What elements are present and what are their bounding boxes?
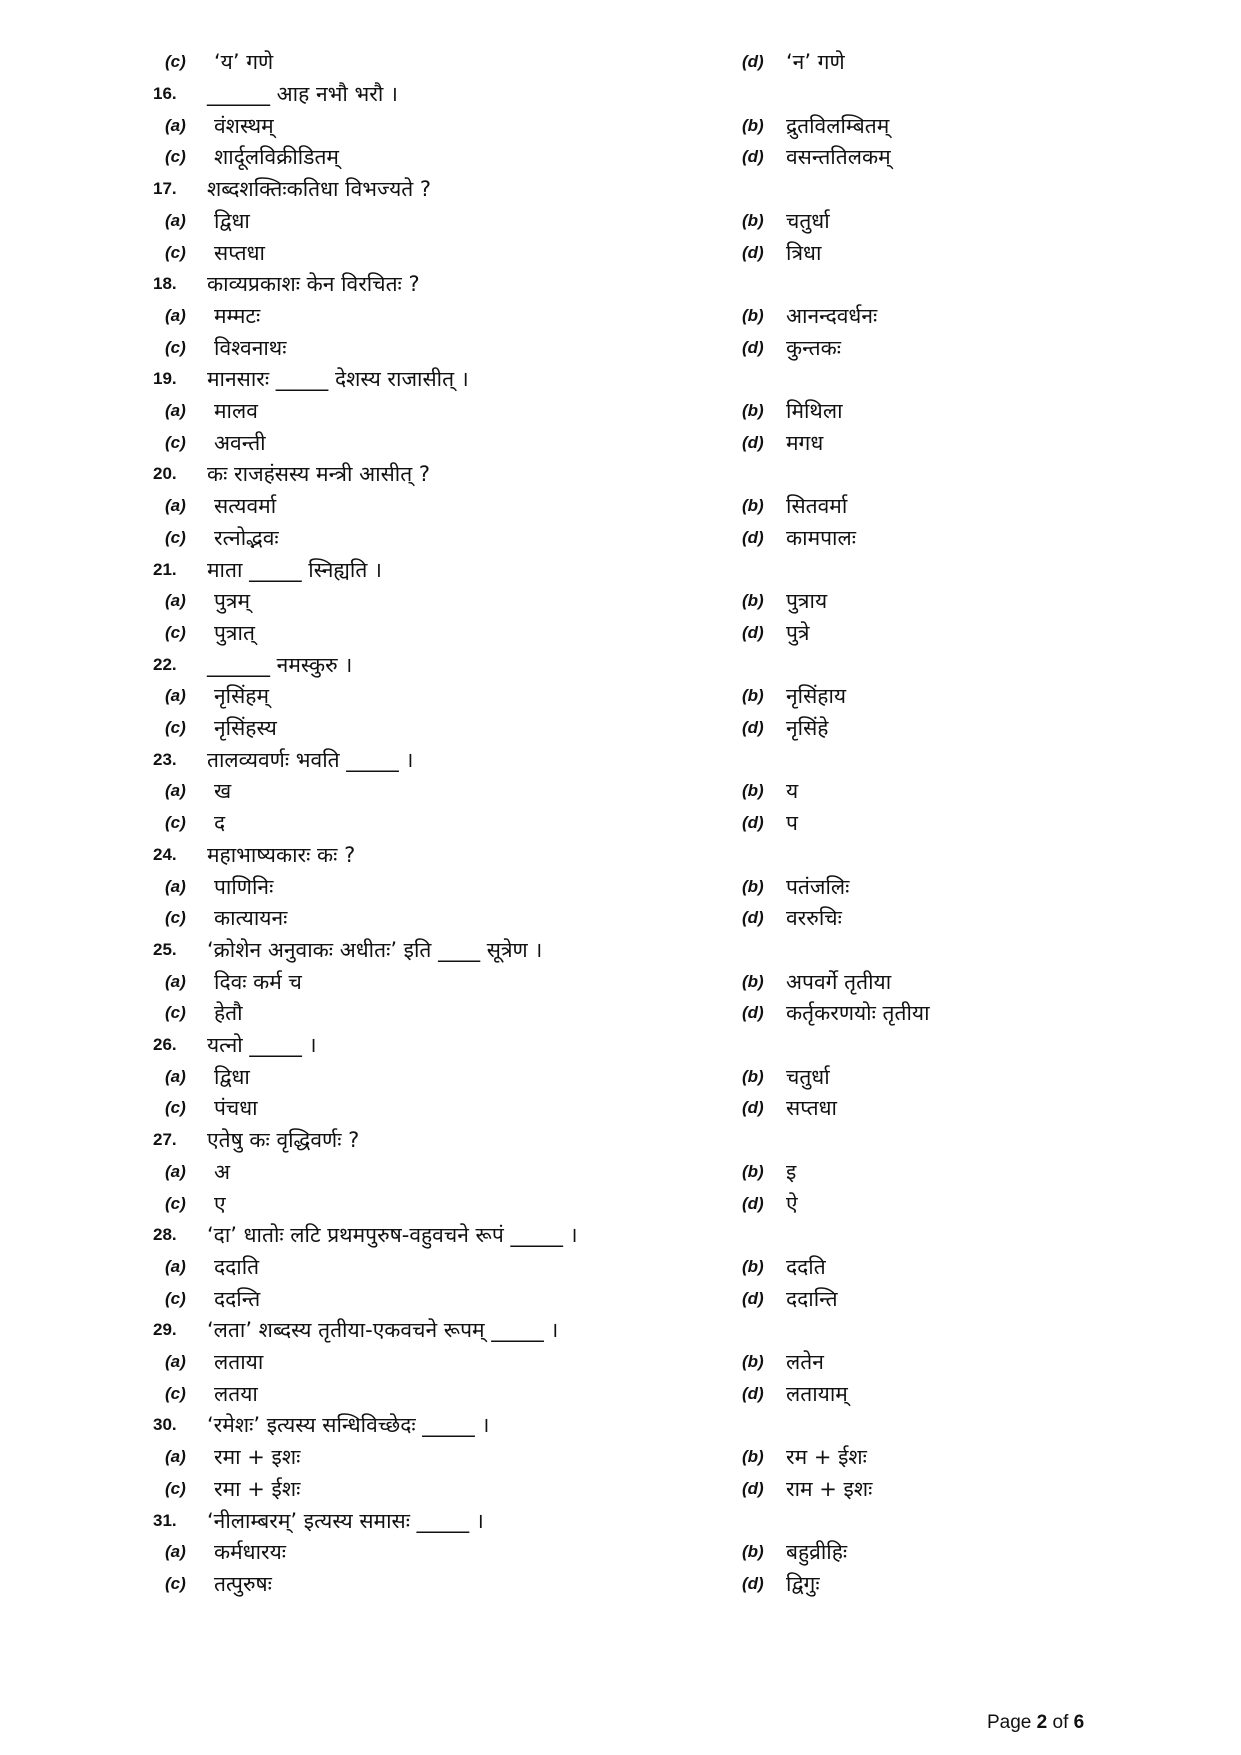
question-text: ‘लता’ शब्दस्य तृतीया-एकवचने रूपम् _____ । bbox=[207, 1318, 559, 1342]
option-d-label: (d) bbox=[742, 1574, 764, 1593]
question-row bbox=[0, 554, 1241, 586]
option-row bbox=[0, 110, 1241, 142]
option-c-text: शार्दूलविक्रीडितम् bbox=[214, 145, 339, 169]
option-b-text: पतंजलिः bbox=[786, 875, 850, 899]
option-a-label: (a) bbox=[165, 1352, 186, 1371]
option-c-label: (c) bbox=[165, 1289, 186, 1308]
option-b-label: (b) bbox=[742, 1067, 764, 1086]
option-d-text: मगध bbox=[786, 431, 824, 455]
question-row bbox=[0, 458, 1241, 490]
question-row bbox=[0, 1029, 1241, 1061]
question-number: 20. bbox=[153, 464, 177, 483]
question-text: ‘क्रोशेन अनुवाकः अधीतः’ इति ____ सूत्रेण । bbox=[207, 938, 543, 962]
footer-current-page: 2 bbox=[1036, 1712, 1048, 1733]
question-row bbox=[0, 839, 1241, 871]
option-row bbox=[0, 427, 1241, 459]
option-row bbox=[0, 1092, 1241, 1124]
option-row bbox=[0, 332, 1241, 364]
option-a-label: (a) bbox=[165, 211, 186, 230]
question-text: ______ आह नभौ भरौ । bbox=[207, 82, 398, 106]
option-a-label: (a) bbox=[165, 781, 186, 800]
option-d-text: सप्तधा bbox=[786, 1096, 837, 1120]
option-b-label: (b) bbox=[742, 116, 764, 135]
option-a-label: (a) bbox=[165, 1162, 186, 1181]
option-b-text: सितवर्मा bbox=[786, 494, 848, 518]
option-row bbox=[0, 1283, 1241, 1315]
option-b-text: पुत्राय bbox=[786, 589, 828, 613]
option-b-text: आनन्दवर्धनः bbox=[786, 304, 878, 328]
option-row bbox=[0, 902, 1241, 934]
option-b-label: (b) bbox=[742, 211, 764, 230]
question-number: 18. bbox=[153, 274, 177, 293]
option-row bbox=[0, 1473, 1241, 1505]
question-text: कः राजहंसस्य मन्त्री आसीत् ? bbox=[207, 462, 431, 486]
option-b-label: (b) bbox=[742, 306, 764, 325]
option-a-label: (a) bbox=[165, 401, 186, 420]
option-b-label: (b) bbox=[742, 401, 764, 420]
option-c-label: (c) bbox=[165, 813, 186, 832]
option-d-label: (d) bbox=[742, 908, 764, 927]
option-row bbox=[0, 205, 1241, 237]
option-d-label: (d) bbox=[742, 813, 764, 832]
option-row bbox=[0, 1061, 1241, 1093]
option-c-label: (c) bbox=[165, 718, 186, 737]
option-a-label: (a) bbox=[165, 972, 186, 991]
option-d-label: (d) bbox=[742, 623, 764, 642]
option-a-text: कर्मधारयः bbox=[214, 1540, 287, 1564]
question-text: ‘नीलाम्बरम्’ इत्यस्य समासः _____ । bbox=[207, 1509, 484, 1533]
option-c-label: (c) bbox=[165, 1098, 186, 1117]
option-b-label: (b) bbox=[742, 686, 764, 705]
question-row bbox=[0, 1219, 1241, 1251]
option-row bbox=[0, 1536, 1241, 1568]
option-c-label: (c) bbox=[165, 623, 186, 642]
question-row bbox=[0, 934, 1241, 966]
option-b-text: अपवर्गे तृतीया bbox=[786, 970, 892, 994]
option-d-label: (d) bbox=[742, 147, 764, 166]
option-a-label: (a) bbox=[165, 1067, 186, 1086]
option-c-label: (c) bbox=[165, 52, 186, 71]
option-row bbox=[0, 141, 1241, 173]
option-row bbox=[0, 1568, 1241, 1600]
option-c-label: (c) bbox=[165, 1194, 186, 1213]
option-c-text: नृसिंहस्य bbox=[214, 716, 277, 740]
question-number: 28. bbox=[153, 1225, 177, 1244]
option-a-label: (a) bbox=[165, 496, 186, 515]
option-a-label: (a) bbox=[165, 1257, 186, 1276]
option-row bbox=[0, 997, 1241, 1029]
question-text: मानसारः _____ देशस्य राजासीत् । bbox=[207, 367, 469, 391]
option-a-label: (a) bbox=[165, 116, 186, 135]
option-b-label: (b) bbox=[742, 496, 764, 515]
option-c-text: तत्पुरुषः bbox=[214, 1572, 272, 1596]
option-c-text: ए bbox=[214, 1192, 226, 1216]
question-text: एतेषु कः वृद्धिवर्णः ? bbox=[207, 1128, 360, 1152]
question-row bbox=[0, 78, 1241, 110]
question-text: काव्यप्रकाशः केन विरचितः ? bbox=[207, 272, 420, 296]
option-row bbox=[0, 1156, 1241, 1188]
option-row bbox=[0, 1251, 1241, 1283]
question-number: 31. bbox=[153, 1511, 177, 1530]
option-c-text: सप्तधा bbox=[214, 241, 265, 265]
option-a-text: पाणिनिः bbox=[214, 875, 274, 899]
option-a-text: पुत्रम् bbox=[214, 589, 251, 613]
question-text: ______ नमस्कुरु । bbox=[207, 653, 353, 677]
option-b-label: (b) bbox=[742, 1257, 764, 1276]
option-row bbox=[0, 871, 1241, 903]
option-row bbox=[0, 680, 1241, 712]
option-a-text: अ bbox=[214, 1160, 231, 1184]
option-d-text: कामपालः bbox=[786, 526, 856, 550]
option-d-text: लतायाम् bbox=[786, 1382, 848, 1406]
option-b-label: (b) bbox=[742, 1352, 764, 1371]
option-a-label: (a) bbox=[165, 1542, 186, 1561]
option-d-label: (d) bbox=[742, 1479, 764, 1498]
question-number: 27. bbox=[153, 1130, 177, 1149]
option-row bbox=[0, 237, 1241, 269]
option-b-text: लतेन bbox=[786, 1350, 824, 1374]
option-b-text: इ bbox=[786, 1160, 797, 1184]
option-a-label: (a) bbox=[165, 591, 186, 610]
option-c-text: लतया bbox=[214, 1382, 258, 1406]
option-b-text: द्रुतविलम्बितम् bbox=[786, 114, 890, 138]
option-c-text: अवन्ती bbox=[214, 431, 266, 455]
option-c-label: (c) bbox=[165, 433, 186, 452]
option-c-label: (c) bbox=[165, 528, 186, 547]
option-a-label: (a) bbox=[165, 306, 186, 325]
option-a-text: द्विधा bbox=[214, 1065, 250, 1089]
option-c-label: (c) bbox=[165, 1479, 186, 1498]
option-row bbox=[0, 585, 1241, 617]
page-footer bbox=[987, 1712, 1084, 1734]
question-text: ‘रमेशः’ इत्यस्य सन्धिविच्छेदः _____ । bbox=[207, 1413, 490, 1437]
option-b-label: (b) bbox=[742, 1162, 764, 1181]
option-row bbox=[0, 395, 1241, 427]
footer-prefix: Page bbox=[987, 1712, 1037, 1733]
option-d-label: (d) bbox=[742, 1289, 764, 1308]
option-row bbox=[0, 807, 1241, 839]
option-c-text: ददन्ति bbox=[214, 1287, 261, 1311]
question-row bbox=[0, 173, 1241, 205]
option-a-text: मालव bbox=[214, 399, 258, 423]
option-a-label: (a) bbox=[165, 877, 186, 896]
option-d-text: ‘न’ गणे bbox=[786, 50, 845, 74]
option-row bbox=[0, 1188, 1241, 1220]
option-b-text: बहुव्रीहिः bbox=[786, 1540, 848, 1564]
option-d-text: वररुचिः bbox=[786, 906, 842, 930]
option-row bbox=[0, 1441, 1241, 1473]
option-a-text: मम्मटः bbox=[214, 304, 261, 328]
option-a-text: सत्यवर्मा bbox=[214, 494, 277, 518]
option-c-text: रमा + ईशः bbox=[214, 1477, 301, 1501]
option-a-text: लताया bbox=[214, 1350, 264, 1374]
option-b-text: चतुर्धा bbox=[786, 1065, 830, 1089]
option-a-text: द्विधा bbox=[214, 209, 250, 233]
option-d-label: (d) bbox=[742, 433, 764, 452]
option-a-label: (a) bbox=[165, 686, 186, 705]
option-d-text: पुत्रे bbox=[786, 621, 810, 645]
option-c-label: (c) bbox=[165, 908, 186, 927]
question-number: 16. bbox=[153, 84, 177, 103]
option-row bbox=[0, 300, 1241, 332]
option-row bbox=[0, 966, 1241, 998]
option-d-text: द्विगुः bbox=[786, 1572, 820, 1596]
question-text: तालव्यवर्णः भवति _____ । bbox=[207, 748, 414, 772]
question-text: यत्नो _____ । bbox=[207, 1033, 317, 1057]
option-a-text: ददाति bbox=[214, 1255, 260, 1279]
question-row bbox=[0, 1314, 1241, 1346]
question-number: 21. bbox=[153, 560, 177, 579]
option-d-text: ददान्ति bbox=[786, 1287, 838, 1311]
question-text: ‘दा’ धातोः लटि प्रथमपुरुष-वहुवचने रूपं _____ । bbox=[207, 1223, 578, 1247]
question-number: 30. bbox=[153, 1415, 177, 1434]
option-d-text: राम + इशः bbox=[786, 1477, 873, 1501]
option-b-text: मिथिला bbox=[786, 399, 843, 423]
option-a-text: रमा + इशः bbox=[214, 1445, 301, 1469]
option-c-text: द bbox=[214, 811, 226, 835]
option-d-label: (d) bbox=[742, 718, 764, 737]
option-row bbox=[0, 1378, 1241, 1410]
option-row bbox=[0, 522, 1241, 554]
option-d-label: (d) bbox=[742, 1003, 764, 1022]
question-number: 24. bbox=[153, 845, 177, 864]
option-b-label: (b) bbox=[742, 591, 764, 610]
option-c-text: ‘य’ गणे bbox=[214, 50, 274, 74]
option-a-label: (a) bbox=[165, 1447, 186, 1466]
option-row bbox=[0, 712, 1241, 744]
question-number: 22. bbox=[153, 655, 177, 674]
option-d-text: ऐ bbox=[786, 1192, 798, 1216]
footer-middle: of bbox=[1047, 1712, 1074, 1733]
option-d-label: (d) bbox=[742, 243, 764, 262]
option-d-text: कर्तृकरणयोः तृतीया bbox=[786, 1001, 930, 1025]
question-row bbox=[0, 744, 1241, 776]
option-row bbox=[0, 1346, 1241, 1378]
question-row bbox=[0, 1124, 1241, 1156]
option-c-text: रत्नोद्भवः bbox=[214, 526, 279, 550]
option-b-label: (b) bbox=[742, 1447, 764, 1466]
option-d-text: कुन्तकः bbox=[786, 336, 841, 360]
option-d-label: (d) bbox=[742, 1384, 764, 1403]
question-row bbox=[0, 363, 1241, 395]
option-d-label: (d) bbox=[742, 1098, 764, 1117]
option-c-text: हेतौ bbox=[214, 1001, 243, 1025]
option-d-text: प bbox=[786, 811, 798, 835]
question-number: 19. bbox=[153, 369, 177, 388]
option-b-text: रम + ईशः bbox=[786, 1445, 867, 1469]
option-a-text: दिवः कर्म च bbox=[214, 970, 302, 994]
question-text: शब्दशक्तिःकतिधा विभज्यते ? bbox=[207, 177, 432, 201]
option-d-label: (d) bbox=[742, 528, 764, 547]
option-c-label: (c) bbox=[165, 338, 186, 357]
option-c-text: विश्वनाथः bbox=[214, 336, 287, 360]
option-b-label: (b) bbox=[742, 781, 764, 800]
question-number: 17. bbox=[153, 179, 177, 198]
option-row bbox=[0, 775, 1241, 807]
question-row bbox=[0, 268, 1241, 300]
question-row bbox=[0, 649, 1241, 681]
question-number: 23. bbox=[153, 750, 177, 769]
option-a-text: ख bbox=[214, 779, 232, 803]
question-number: 29. bbox=[153, 1320, 177, 1339]
option-d-text: नृसिंहे bbox=[786, 716, 829, 740]
option-a-text: वंशस्थम् bbox=[214, 114, 274, 138]
option-c-label: (c) bbox=[165, 1003, 186, 1022]
option-d-text: त्रिधा bbox=[786, 241, 822, 265]
option-b-label: (b) bbox=[742, 877, 764, 896]
question-number: 26. bbox=[153, 1035, 177, 1054]
option-d-label: (d) bbox=[742, 52, 764, 71]
option-b-text: य bbox=[786, 779, 799, 803]
option-d-label: (d) bbox=[742, 338, 764, 357]
option-c-label: (c) bbox=[165, 147, 186, 166]
option-b-label: (b) bbox=[742, 1542, 764, 1561]
option-c-text: कात्यायनः bbox=[214, 906, 288, 930]
question-text: माता _____ स्निह्यति । bbox=[207, 558, 382, 582]
option-b-label: (b) bbox=[742, 972, 764, 991]
option-a-text: नृसिंहम् bbox=[214, 684, 269, 708]
option-b-text: चतुर्धा bbox=[786, 209, 830, 233]
option-c-text: पुत्रात् bbox=[214, 621, 255, 645]
question-text: महाभाष्यकारः कः ? bbox=[207, 843, 356, 867]
option-c-label: (c) bbox=[165, 1574, 186, 1593]
option-d-text: वसन्ततिलकम् bbox=[786, 145, 891, 169]
option-c-text: पंचधा bbox=[214, 1096, 258, 1120]
option-row bbox=[0, 490, 1241, 522]
question-row bbox=[0, 1409, 1241, 1441]
option-d-label: (d) bbox=[742, 1194, 764, 1213]
option-c-label: (c) bbox=[165, 243, 186, 262]
question-row bbox=[0, 1505, 1241, 1537]
option-row bbox=[0, 46, 1241, 78]
option-row bbox=[0, 617, 1241, 649]
option-b-text: नृसिंहाय bbox=[786, 684, 847, 708]
option-b-text: ददति bbox=[786, 1255, 826, 1279]
option-c-label: (c) bbox=[165, 1384, 186, 1403]
footer-total-pages: 6 bbox=[1073, 1712, 1085, 1733]
question-number: 25. bbox=[153, 940, 177, 959]
